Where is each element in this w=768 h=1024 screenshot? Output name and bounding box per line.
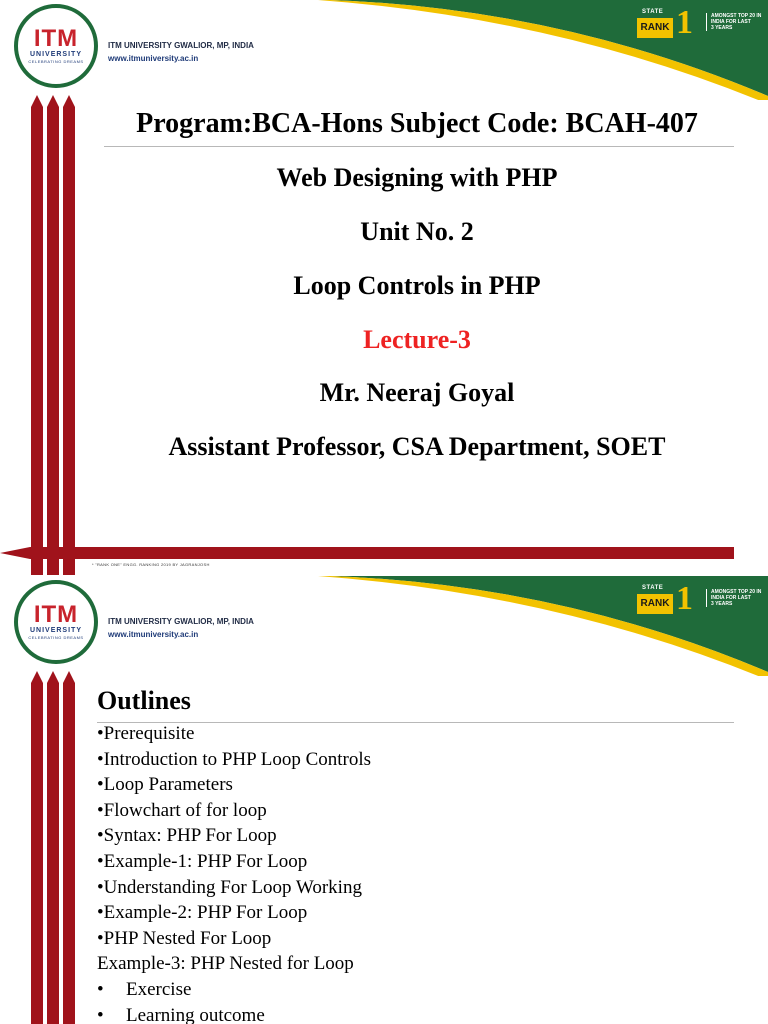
bullet-icon: • — [97, 1004, 104, 1024]
outline-sub-item — [97, 1003, 737, 1024]
logo-itm-text: ITM — [33, 24, 79, 52]
university-logo — [14, 4, 98, 88]
outline-item: •Prerequisite — [97, 723, 195, 744]
presenter-name: Mr. Neeraj Goyal — [319, 378, 515, 407]
presenter-designation: Assistant Professor, CSA Department, SOET — [168, 432, 666, 461]
outline-item: •Syntax: PHP For Loop — [97, 825, 277, 847]
outline-sub-item-label: Exercise — [126, 978, 192, 1000]
outline-item: •Introduction to PHP Loop Controls — [97, 748, 372, 770]
ranking-footnote: * "RANK ONE" ENGG. RANKING 2019 BY JAGRANJOSH — [92, 562, 210, 567]
badge-one: 1 — [676, 4, 693, 41]
university-name: ITM UNIVERSITY GWALIOR, MP, INDIA — [108, 617, 254, 626]
badge-state: STATE — [642, 9, 664, 15]
bottom-bar — [0, 543, 768, 563]
subject-title: Web Designing with PHP — [276, 163, 558, 192]
outline-item: •Example-1: PHP For Loop — [97, 850, 308, 872]
topic-title: Loop Controls in PHP — [293, 271, 541, 300]
rank-badge — [636, 4, 764, 44]
outline-sub-item — [97, 977, 737, 1003]
badge-note: AMONGST TOP 20 IN INDIA FOR LAST 3 YEARS — [706, 589, 768, 607]
logo-university-text: UNIVERSITY — [29, 50, 82, 58]
title-divider — [104, 146, 734, 147]
logo-itm-text: ITM — [33, 600, 79, 628]
badge-note: AMONGST TOP 20 IN INDIA FOR LAST 3 YEARS — [706, 13, 768, 31]
decorative-pillars — [28, 95, 78, 575]
badge-rank: RANK — [637, 18, 673, 38]
outline-sub-item-label: Learning outcome — [126, 1004, 265, 1024]
outline-item: •Flowchart of for loop — [97, 799, 267, 821]
bullet-icon: • — [97, 978, 104, 1000]
lecture-number: Lecture-3 — [363, 325, 471, 354]
logo-tagline: CELEBRATING DREAMS — [28, 634, 84, 640]
slide-outlines — [0, 576, 768, 1024]
logo-tagline: CELEBRATING DREAMS — [28, 58, 84, 64]
unit-number: Unit No. 2 — [360, 217, 474, 246]
university-website[interactable]: www.itmuniversity.ac.in — [108, 630, 199, 639]
program-line: Program:BCA-Hons Subject Code: BCAH-407 — [136, 108, 698, 139]
outline-item: •Example-2: PHP For Loop — [97, 902, 308, 924]
university-name: ITM UNIVERSITY GWALIOR, MP, INDIA — [108, 41, 254, 50]
outline-item: •PHP Nested For Loop — [97, 927, 272, 949]
outline-list — [97, 721, 737, 1024]
decorative-pillars — [28, 671, 78, 1024]
badge-state: STATE — [642, 585, 664, 591]
outline-item: Example-3: PHP Nested for Loop — [97, 953, 354, 975]
outline-item: •Loop Parameters — [97, 774, 233, 796]
rank-badge — [636, 580, 764, 620]
badge-one: 1 — [676, 580, 693, 617]
outline-item: •Understanding For Loop Working — [97, 876, 362, 898]
university-logo — [14, 580, 98, 664]
outlines-title: Outlines — [97, 686, 191, 715]
badge-rank: RANK — [637, 594, 673, 614]
logo-university-text: UNIVERSITY — [29, 626, 82, 634]
university-website[interactable]: www.itmuniversity.ac.in — [108, 54, 199, 63]
